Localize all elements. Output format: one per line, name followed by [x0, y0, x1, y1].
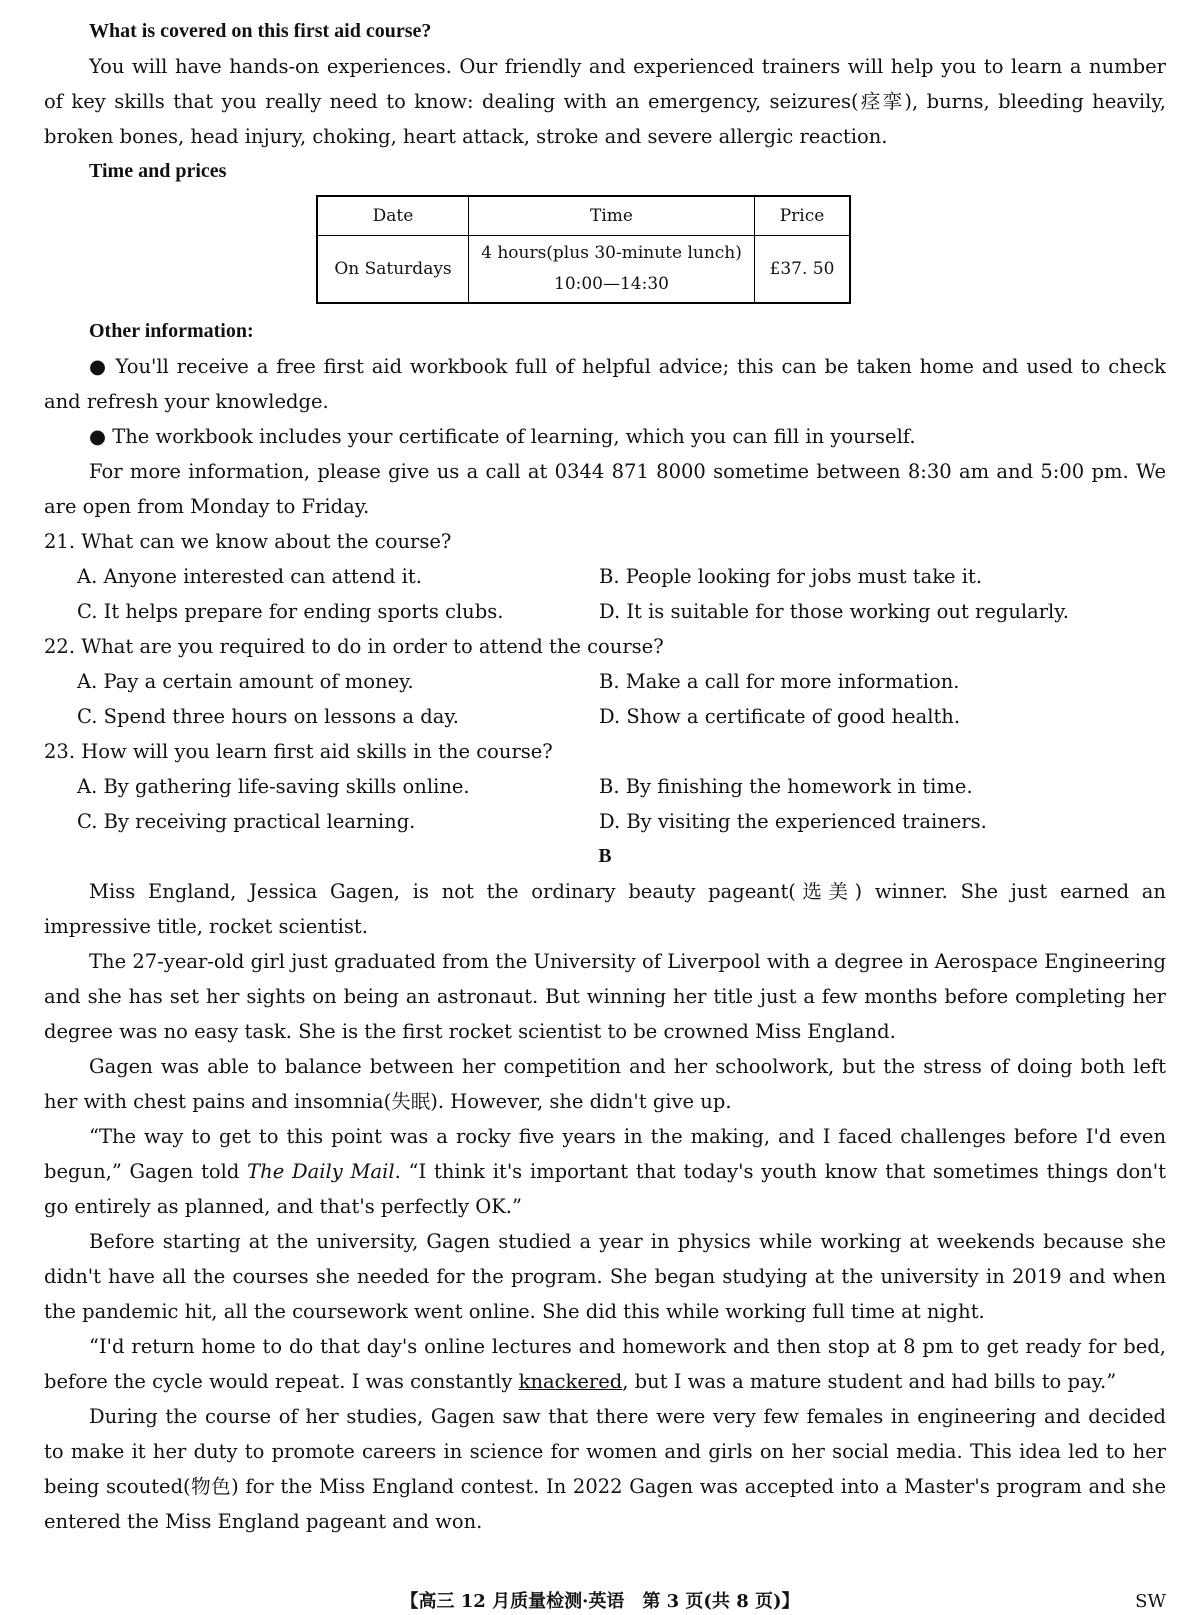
paragraph-b4	[44, 1119, 1166, 1224]
quote-text-cont: . “I think it's important that today's youth know that sometimes things don't go entirely as planned, and that's perfectly OK.”	[44, 1160, 1166, 1218]
footer-code: SW	[1135, 1591, 1166, 1612]
heading-course-coverage: What is covered on this first aid course?	[89, 20, 432, 42]
table-header-price: Price	[755, 196, 851, 236]
table-cell-price: £37. 50	[755, 236, 851, 304]
newspaper-title: The Daily Mail	[247, 1160, 395, 1183]
paragraph-contact: For more information, please give us a call at 0344 871 8000 sometime between 8:30 am and 5:00 pm. We are open from Monday to Friday.	[44, 460, 1166, 518]
bullet-certificate: ● The workbook includes your certificate of learning, which you can fill in yourself.	[89, 425, 916, 448]
question-23	[44, 734, 1166, 839]
underlined-word: knackered	[518, 1370, 623, 1393]
option-a: A. Anyone interested can attend it.	[77, 565, 422, 588]
heading-time-prices: Time and prices	[89, 160, 227, 182]
heading-other-info: Other information:	[89, 320, 254, 342]
price-table	[316, 195, 851, 304]
table-cell-time	[469, 236, 755, 304]
question-text: 22. What are you required to do in order to attend the course?	[44, 635, 664, 658]
footer-page-info: 【高三 12 月质量检测·英语 第 3 页(共 8 页)】	[400, 1591, 800, 1612]
paragraph-b1: Miss England, Jessica Gagen, is not the ordinary beauty pageant(选美) winner. She just earned an impressive title, rocket scientist.	[44, 880, 1166, 938]
time-range: 10:00—14:30	[554, 274, 669, 294]
option-d: D. It is suitable for those working out regularly.	[599, 600, 1069, 623]
option-b: B. By finishing the homework in time.	[599, 775, 973, 798]
page-footer	[0, 1590, 1200, 1614]
time-duration: 4 hours(plus 30-minute lunch)	[481, 243, 742, 263]
table-header-time: Time	[469, 196, 755, 236]
quote-text: “The way to get to this point was a rocky five years in the making, and I faced challenges before I'd even begun,” Gagen told	[44, 1125, 1166, 1183]
document-body	[44, 14, 1166, 1539]
option-d: D. By visiting the experienced trainers.	[599, 810, 987, 833]
question-22	[44, 629, 1166, 734]
option-b: B. Make a call for more information.	[599, 670, 960, 693]
paragraph-b7: During the course of her studies, Gagen saw that there were very few females in engineering and decided to make it her duty to promote careers in science for women and girls on her social media. This idea led to her being scouted(物色) for the Miss England contest. In 2022 Gagen was accepted into a Master's program and she entered the Miss England pageant and won.	[44, 1405, 1166, 1533]
paragraph-b3: Gagen was able to balance between her competition and her schoolwork, but the stress of doing both left her with chest pains and insomnia(失眠). However, she didn't give up.	[44, 1055, 1166, 1113]
option-c: C. It helps prepare for ending sports clubs.	[77, 600, 504, 623]
option-c: C. By receiving practical learning.	[77, 810, 416, 833]
bullet-workbook: ● You'll receive a free first aid workbook full of helpful advice; this can be taken home and used to check and refresh your knowledge.	[44, 355, 1166, 413]
paragraph-b6	[44, 1329, 1166, 1399]
option-b: B. People looking for jobs must take it.	[599, 565, 983, 588]
quote-text-cont: , but I was a mature student and had bills to pay.”	[622, 1370, 1117, 1393]
paragraph-b5: Before starting at the university, Gagen studied a year in physics while working at weekends because she didn't have all the courses she needed for the program. She began studying at the university in 2019 and when the pandemic hit, all the coursework went online. She did this while working full time at night.	[44, 1230, 1166, 1323]
table-cell-date: On Saturdays	[317, 236, 469, 304]
quote-text: “I'd return home to do that day's online lectures and homework and then stop at 8 pm to get ready for bed, before the cycle would repeat. I was constantly	[44, 1335, 1166, 1393]
question-21	[44, 524, 1166, 629]
paragraph-b2: The 27-year-old girl just graduated from the University of Liverpool with a degree in Aerospace Engineering and she has set her sights on being an astronaut. But winning her title just a few months before completing her degree was no easy task. She is the first rocket scientist to be crowned Miss England.	[44, 950, 1166, 1043]
option-d: D. Show a certificate of good health.	[599, 705, 961, 728]
table-header-date: Date	[317, 196, 469, 236]
question-text: 23. How will you learn first aid skills in the course?	[44, 740, 553, 763]
paragraph-course-coverage: You will have hands-on experiences. Our friendly and experienced trainers will help you to learn a number of key skills that you really need to know: dealing with an emergency, seizures(痉挛), burns, bleeding heavily, broken bones, head injury, choking, heart attack, stroke and severe allergic reaction.	[44, 55, 1166, 148]
section-label-b: B	[598, 846, 612, 867]
option-a: A. By gathering life-saving skills online.	[77, 775, 470, 798]
question-text: 21. What can we know about the course?	[44, 530, 452, 553]
option-c: C. Spend three hours on lessons a day.	[77, 705, 459, 728]
option-a: A. Pay a certain amount of money.	[77, 670, 414, 693]
